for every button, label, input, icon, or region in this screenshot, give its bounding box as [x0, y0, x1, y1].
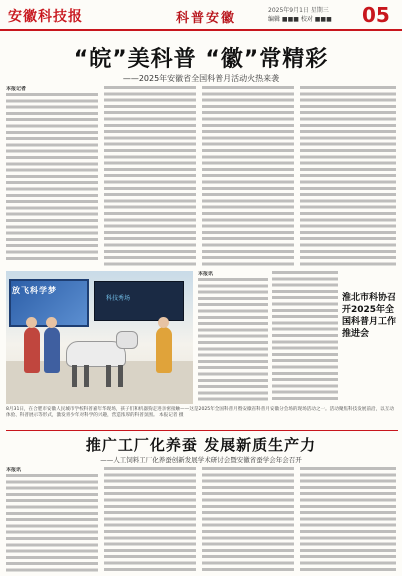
editor-credits: 编辑 ■■■ 校对 ■■■: [268, 16, 332, 23]
article2-column-2: [104, 467, 196, 572]
robot-dog-leg: [106, 365, 111, 387]
main-subheadline: ——2025年安徽省全国科普月活动火热来袭: [122, 74, 280, 83]
article-column-3: [202, 86, 294, 266]
news-photo: [6, 271, 193, 404]
article2-column-4: [300, 467, 396, 572]
newspaper-logo: 安徽科技报: [8, 9, 83, 25]
side-column-2: [272, 271, 338, 403]
robot-dog-leg: [72, 365, 77, 387]
article2-column-1: [6, 467, 98, 572]
section-divider: [6, 430, 398, 431]
article-column-4: [300, 86, 396, 266]
article-column-1: [6, 86, 98, 266]
issue-date: 2025年9月1日 星期三: [268, 7, 329, 14]
robot-dog-head: [116, 331, 138, 349]
child-head: [46, 317, 57, 328]
second-subheadline: ——人工饲料工厂化养蚕创新发展学术研讨会暨安徽省蚕学会年会召开: [100, 456, 302, 464]
child-figure: [24, 327, 40, 373]
child-figure: [44, 327, 60, 373]
main-headline: “皖”美科普 “徽”常精彩: [73, 47, 329, 72]
child-head: [158, 317, 169, 328]
robot-dog-leg: [84, 365, 89, 387]
screen-text: 科技秀场: [106, 295, 131, 302]
banner-text: 放飞科学梦: [12, 286, 57, 295]
child-figure: [156, 327, 172, 373]
article2-byline: 本报讯: [6, 467, 22, 473]
article2-column-3: [202, 467, 294, 572]
child-head: [26, 317, 37, 328]
masthead: [0, 0, 402, 31]
robot-dog-leg: [118, 365, 123, 387]
second-headline: 推广工厂化养蚕 发展新质生产力: [85, 436, 317, 454]
photo-caption: 8月31日，在合肥市安徽人民城市学校科普嘉年华现场，孩子们和机器狗走进亲密接触——这是2025年全国科普月暨安徽省科普月安徽分会场的现场活动之一。活动聚焦科技发展前沿，以互动体验、科普展示等形式，激发青少年对科学的兴趣，营造浓厚的科普氛围。 本报记者 摄: [6, 407, 394, 418]
date-block: [268, 6, 332, 24]
section-title: 科普安徽: [176, 11, 237, 26]
page-number: 05: [362, 3, 390, 27]
side-story-title: 淮北市科协召开2025年全国科普月工作推进会: [342, 293, 397, 339]
side-byline: 本报讯: [198, 271, 214, 277]
side-column-1: [198, 271, 268, 403]
article-column-2: [104, 86, 196, 266]
byline: 本报记者: [6, 86, 27, 92]
